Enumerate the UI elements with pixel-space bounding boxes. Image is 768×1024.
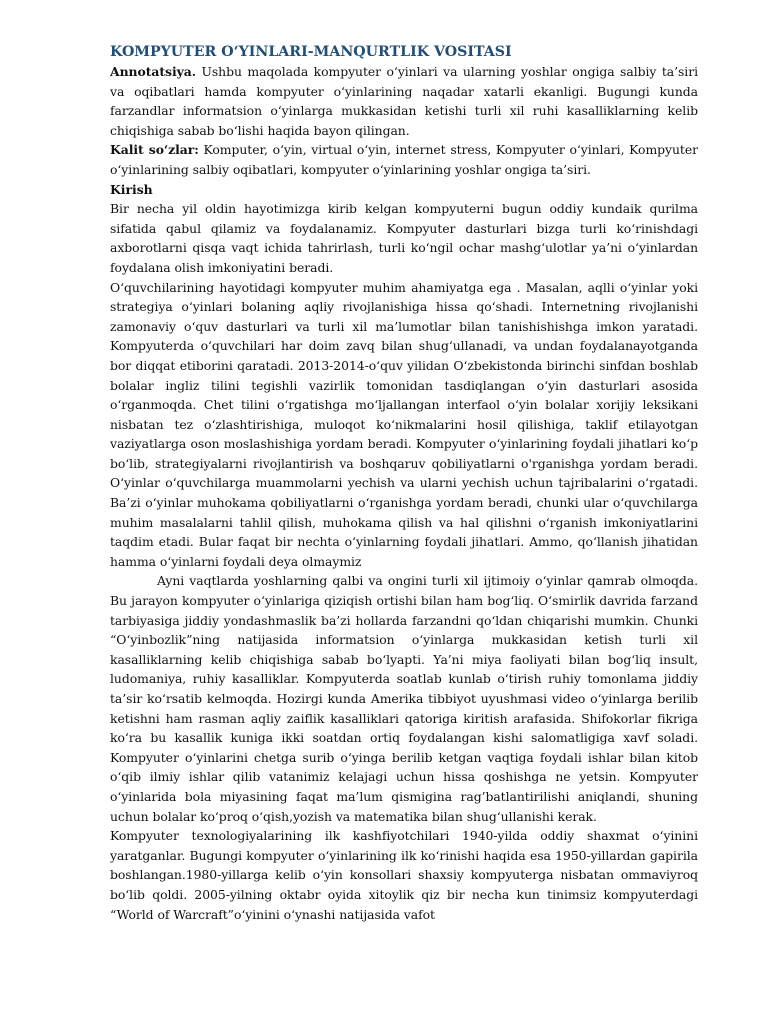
body-paragraph: Kompyuter texnologiyalarining ilk kashfiyotchilari 1940-yilda oddiy shaxmat o‘yinini yaratganlar. Bugungi kompyuter o‘yinlarining ilk ko‘rinishi haqida esa 1950-yillardan gapirila boshlangan.1980-yillarga kelib o‘yin konsollari shaxsiy kompyuterga nisbatan ommaviyroq bo‘lib qoldi. 2005-yilning oktabr oyida xitoylik qiz bir necha kun tinimsiz kompyuterdagi “World of Warcraft”o‘yinini o‘ynashi natijasida vafot [110, 828, 698, 922]
section-heading-introduction: Kirish [110, 181, 153, 197]
keywords-text: Komputer, o‘yin, virtual o‘yin, internet stress, Kompyuter o‘yinlari, Kompyuter o‘yinlarining salbiy oqibatlari, kompyuter o‘yinlarining yoshlar ongiga ta’siri. [110, 142, 698, 177]
keywords-paragraph [110, 140, 698, 179]
abstract-text: Ushbu maqolada kompyuter o‘yinlari va ularning yoshlar ongiga salbiy ta’siri va oqibatlari hamda kompyuter o‘yinlarining naqadar xatarli ekanligi. Bugungi kunda farzandlar informatsion o‘yinlarga mukkasidan ketishi turli xil ruhi kasalliklarning kelib chiqishiga sabab bo‘lishi haqida bayon qilingan. [110, 64, 698, 138]
document-page [110, 42, 698, 1017]
body-paragraph: O‘quvchilarining hayotidagi kompyuter muhim ahamiyatga ega . Masalan, aqlli o‘yinlar yoki strategiya o‘yinlari bolaning aqliy rivojlanishiga hissa qo‘shadi. Internetning rivojlanishi zamonaviy o‘quv dasturlari va turli xil ma’lumotlar bilan tanishishishga imkon yaratadi. Kompyuterda o‘quvchilari har doim zavq bilan shug‘ullanadi, va undan foydalanayotganda bor diqqat etiborini qaratadi. 2013-2014-o‘quv yilidan O‘zbekistonda birinchi sinfdan boshlab bolalar ingliz tilini tegishli vazirlik tomonidan tasdiqlangan o‘yin dasturlari asosida o‘rganmoqda. Chet tilini o‘rgatishga mo‘ljallangan interfaol o‘yin bolalar xorijiy leksikani nisbatan tez o‘zlashtirishiga, muloqot ko‘nikmalarini hosil qilishiga, taklif etilayotgan vaziyatlarga oson moslashishiga yordam beradi. Kompyuter o‘yinlarining foydali jihatlari ko‘p bo‘lib, strategiyalarni rivojlantirish va boshqaruv qobiliyatlarni o'rganishga yordam beradi. O‘yinlar o‘quvchilarga muammolarni yechish va ularni yechish uchun tajribalarini o‘rgatadi. Ba’zi o‘yinlar muhokama qobiliyatlarni o‘rganishga yordam beradi, chunki ular o‘quvchilarga muhim masalalarni tahlil qilish, muhokama qilish va hal qilishni o‘rganish imkoniyatlarini taqdim etadi. Bular faqat bir nechta o‘yinlarning foydali jihatlari. Ammo, qo‘llanish jihatidan hamma o‘yinlarni foydali deya olmaymiz [110, 279, 698, 569]
body-paragraph: Ayni vaqtlarda yoshlarning qalbi va ongini turli xil ijtimoiy o‘yinlar qamrab olmoqda. Bu jarayon kompyuter o‘yinlariga qiziqish ortishi bilan ham bog‘liq. O‘smirlik davrida farzand tarbiyasiga jiddiy yondashmaslik ba’zi hollarda farzandni qo‘ldan chiqarishi mumkin. Chunki “O‘yinbozlik”ning natijasida informatsion o‘yinlarga mukkasidan ketish turli xil kasalliklarning kelib chiqishiga sabab bo‘lyapti. Ya’ni miya faoliyati bilan bog‘liq insult, ludomaniya, ruhiy kasalliklar. Kompyuterda soatlab kunlab o‘tirish ruhiy tomonlama jiddiy ta’sir ko‘rsatib kelmoqda. Hozirgi kunda Amerika tibbiyot uyushmasi video o‘yinlarga berilib ketishni ham rasman aqliy zaiflik kasalliklari qatoriga kiritish arafasida. Shifokorlar fikriga ko‘ra bu kasallik kuniga ikki soatdan ortiq foydalangan kishi salomatligiga xavf soladi. Kompyuter o‘yinlarini chetga surib o‘yinga berilib ketgan vaqtiga foydali ishlar bilan kitob o‘qib ilmiy ishlar qilib vatanimiz kelajagi uchun hissa qoshishga ne yetsin. Kompyuter o‘yinlarida bola miyasining faqat ma’lum qismigina rag’batlantirilishi aniqlandi, shuning uchun bolalar ko‘proq o‘qish,yozish va matematika bilan shug‘ullanishi kerak. [110, 573, 698, 824]
abstract-paragraph [110, 62, 698, 140]
keywords-label: Kalit so‘zlar: [110, 142, 199, 158]
body-paragraph: Bir necha yil oldin hayotimizga kirib kelgan kompyuterni bugun oddiy kundaik qurilma sifatida qabul qilamiz va foydalanamiz. Kompyuter dasturlari bizga turli ko‘rinishdagi axborotlarni qisqa vaqt ichida tahrirlash, turli ko‘ngil ochar mashg‘ulotlar ya’ni o‘yinlardan foydalana olish imkoniyatini beradi. [110, 201, 698, 275]
abstract-label: Annotatsiya. [110, 64, 196, 79]
article-title: KOMPYUTER O‘YINLARI-MANQURTLIK VOSITASI [110, 44, 512, 60]
